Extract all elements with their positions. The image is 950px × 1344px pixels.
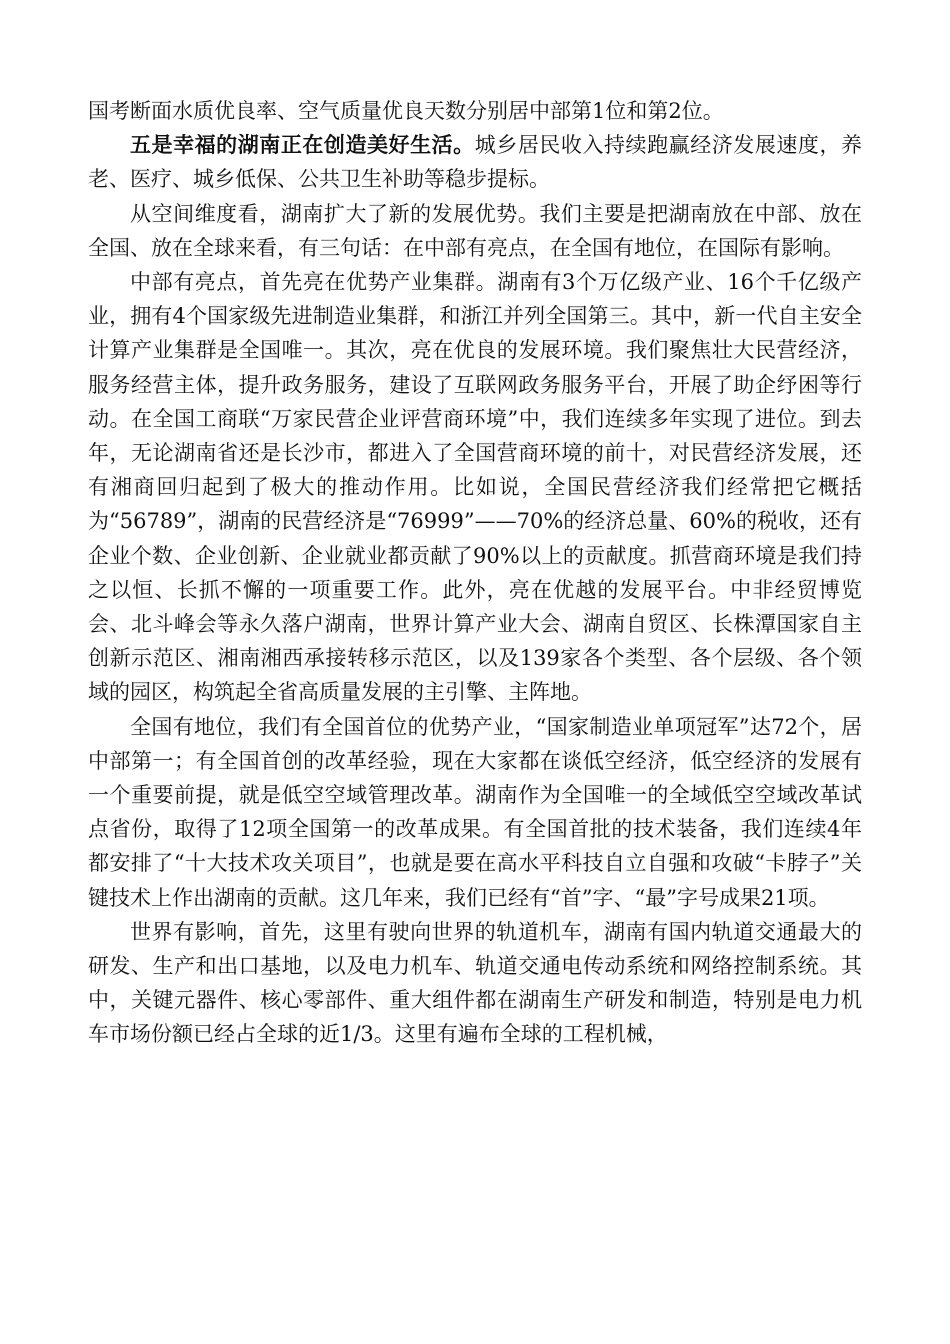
paragraph-world-influence <box>88 915 862 1052</box>
paragraph-spatial-dimension <box>88 197 862 265</box>
paragraph-text: 世界有影响，首先，这里有驶向世界的轨道机车，湖南有国内轨道交通最大的研发、生产和出口基地，以及电力机车、轨道交通电传动系统和网络控制系统。其中，关键元器件、核心零部件、重大组件都在湖南生产研发和制造，特别是电力机车市场份额已经占全球的近1/3。这里有遍布全球的工程机械， <box>88 919 862 1047</box>
paragraph-text: 全国有地位，我们有全国首位的优势产业，“国家制造业单项冠军”达72个，居中部第一；有全国首创的改革经验，现在大家都在谈低空经济，低空经济的发展有一个重要前提，就是低空空域管理改革。湖南作为全国唯一的全域低空空域改革试点省份，取得了12项全国第一的改革成果。有全国首批的技术装备，我们连续4年都安排了“十大技术攻关项目”，也就是要在高水平科技自立自强和攻破“卡脖子”关键技术上作出湖南的贡献。这几年来，我们已经有“首”字、“最”字号成果21项。 <box>88 714 862 910</box>
paragraph-happy-hunan <box>88 128 862 196</box>
paragraph-text: 从空间维度看，湖南扩大了新的发展优势。我们主要是把湖南放在中部、放在全国、放在全球来看，有三句话：在中部有亮点，在全国有地位，在国际有影响。 <box>88 201 862 260</box>
paragraph-text: 国考断面水质优良率、空气质量优良天数分别居中部第1位和第2位。 <box>88 99 724 123</box>
paragraph-text: 城乡居民收入持续跑赢经济发展速度，养老、医疗、城乡低保、公共卫生补助等稳步提标。 <box>88 133 863 192</box>
paragraph-national-status <box>88 710 862 915</box>
body-text <box>88 94 862 1052</box>
paragraph-lead-heading: 五是幸福的湖南正在创造美好生活。 <box>130 132 475 158</box>
paragraph-continuation <box>88 94 862 128</box>
paragraph-text: 中部有亮点，首先亮在优势产业集群。湖南有3个万亿级产业、16个千亿级产业，拥有4个国家级先进制造业集群，和浙江并列全国第三。其中，新一代自主安全计算产业集群是全国唯一。其次，亮在优良的发展环境。我们聚焦壮大民营经济，服务经营主体，提升政务服务，建设了互联网政务服务平台，开展了助企纾困等行动。在全国工商联“万家民营企业评营商环境”中，我们连续多年实现了进位。到去年，无论湖南省还是长沙市，都进入了全国营商环境的前十，对民营经济发展，还有湘商回归起到了极大的推动作用。比如说，全国民营经济我们经常把它概括为“56789”，湖南的民营经济是“76999”——70%的经济总量、60%的税收，还有企业个数、企业创新、企业就业都贡献了90%以上的贡献度。抓营商环境是我们持之以恒、长抓不懈的一项重要工作。此外，亮在优越的发展平台。中非经贸博览会、北斗峰会等永久落户湖南，世界计算产业大会、湖南自贸区、长株潭国家自主创新示范区、湘南湘西承接转移示范区，以及139家各个类型、各个层级、各个领域的园区，构筑起全省高质量发展的主引擎、主阵地。 <box>88 270 862 705</box>
paragraph-central-highlights <box>88 265 862 710</box>
